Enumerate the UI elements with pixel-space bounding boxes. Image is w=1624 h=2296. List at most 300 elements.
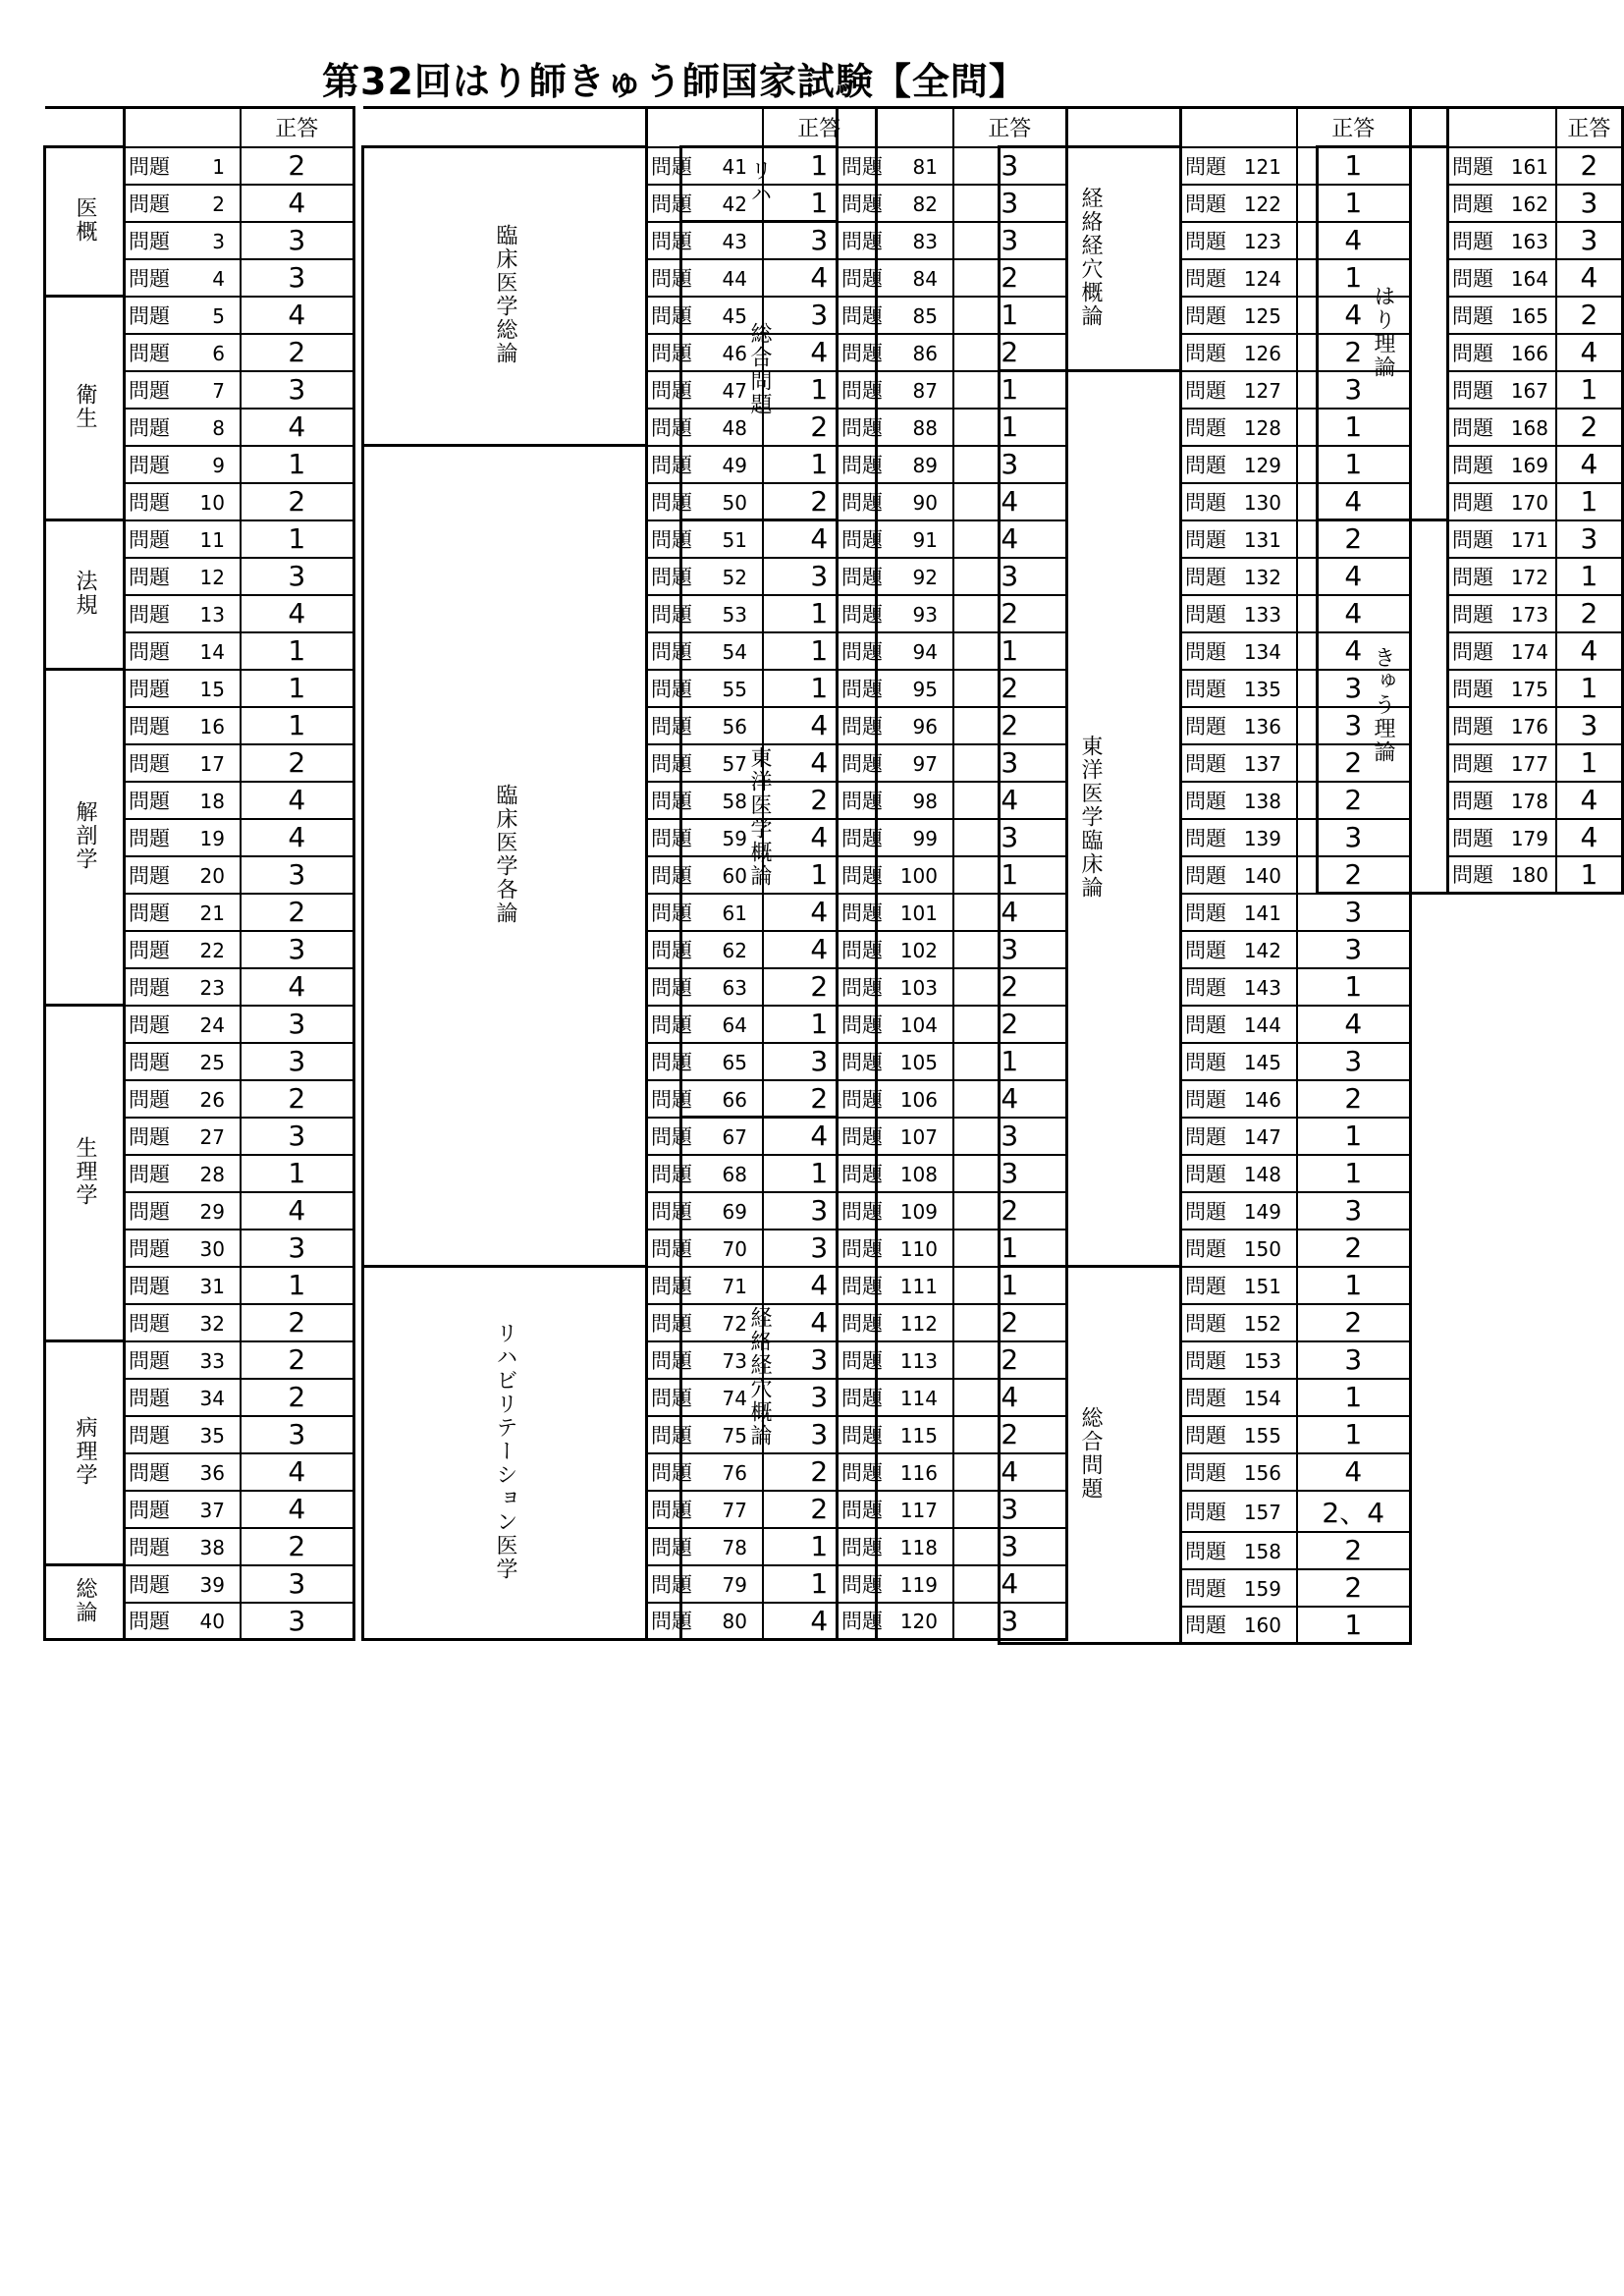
question-number: 19 — [199, 826, 225, 850]
question-number: 25 — [199, 1050, 225, 1074]
question-number: 35 — [199, 1423, 225, 1448]
question-cell — [125, 222, 241, 259]
question-prefix: 問題 — [1185, 938, 1226, 962]
table-row — [45, 670, 354, 707]
question-prefix: 問題 — [841, 1199, 883, 1224]
question-number: 176 — [1510, 714, 1548, 738]
question-number: 102 — [899, 938, 938, 962]
question-cell — [1181, 632, 1297, 670]
answer-cell: 1 — [1556, 856, 1623, 894]
question-prefix: 問題 — [129, 415, 170, 440]
question-prefix: 問題 — [841, 901, 883, 925]
answer-cell: 3 — [1556, 707, 1623, 744]
answer-cell: 2 — [1297, 1080, 1411, 1118]
question-prefix: 問題 — [651, 303, 692, 328]
answer-cell: 2 — [763, 968, 877, 1006]
page-title: 第32回はり師きゅう師国家試験【全問】 — [322, 60, 1027, 103]
question-prefix: 問題 — [1185, 1423, 1226, 1448]
question-number: 167 — [1510, 378, 1548, 403]
answer-cell: 1 — [1297, 968, 1411, 1006]
answer-cell: 2 — [1556, 147, 1623, 185]
question-number: 128 — [1243, 415, 1281, 440]
question-prefix: 問題 — [129, 863, 170, 888]
question-prefix: 問題 — [651, 1348, 692, 1373]
answer-cell: 4 — [763, 520, 877, 558]
question-number: 88 — [912, 415, 938, 440]
question-prefix: 問題 — [841, 1050, 883, 1074]
answer-cell: 4 — [241, 297, 354, 334]
question-prefix: 問題 — [651, 490, 692, 515]
question-number: 115 — [899, 1423, 938, 1448]
question-number: 136 — [1243, 714, 1281, 738]
question-prefix: 問題 — [651, 826, 692, 850]
question-prefix: 問題 — [1185, 1199, 1226, 1224]
question-prefix: 問題 — [1185, 1236, 1226, 1261]
table-row — [45, 1341, 354, 1379]
answer-cell: 1 — [1297, 147, 1411, 185]
question-number: 150 — [1243, 1236, 1281, 1261]
question-number: 164 — [1510, 266, 1548, 291]
question-prefix: 問題 — [651, 677, 692, 701]
question-number: 141 — [1243, 901, 1281, 925]
question-cell — [1181, 1532, 1297, 1569]
question-prefix: 問題 — [1185, 1274, 1226, 1298]
question-cell — [838, 1230, 953, 1267]
question-number: 41 — [722, 154, 747, 179]
question-cell — [125, 147, 241, 185]
question-cell — [125, 1565, 241, 1603]
answer-cell: 2 — [1297, 1230, 1411, 1267]
question-number: 172 — [1510, 565, 1548, 589]
answer-cell: 2 — [763, 1491, 877, 1528]
question-prefix: 問題 — [129, 1162, 170, 1186]
question-cell — [838, 483, 953, 520]
answer-cell: 4 — [1297, 483, 1411, 520]
question-cell — [838, 1603, 953, 1640]
question-number: 130 — [1243, 490, 1281, 515]
answer-table — [1316, 106, 1624, 895]
answer-table — [43, 106, 355, 1641]
question-cell — [125, 558, 241, 595]
answer-cell: 3 — [241, 1230, 354, 1267]
question-prefix: 問題 — [1185, 378, 1226, 403]
question-cell — [125, 744, 241, 782]
question-number: 107 — [899, 1124, 938, 1149]
answer-cell: 2 — [1297, 1532, 1411, 1569]
question-prefix: 問題 — [651, 1535, 692, 1559]
question-number: 42 — [722, 191, 747, 216]
question-cell — [1181, 1006, 1297, 1043]
answer-cell: 2 — [241, 1379, 354, 1416]
question-number: 52 — [722, 565, 747, 589]
question-prefix: 問題 — [1452, 751, 1493, 776]
answer-cell: 1 — [1297, 409, 1411, 446]
question-number: 133 — [1243, 602, 1281, 627]
question-prefix: 問題 — [129, 1012, 170, 1037]
question-number: 175 — [1510, 677, 1548, 701]
header-blank — [1318, 108, 1448, 147]
question-cell — [125, 483, 241, 520]
header-answer: 正答 — [241, 108, 354, 147]
question-prefix: 問題 — [129, 901, 170, 925]
question-number: 26 — [199, 1087, 225, 1112]
question-prefix: 問題 — [129, 1311, 170, 1336]
question-prefix: 問題 — [651, 789, 692, 813]
question-cell — [1181, 334, 1297, 371]
question-number: 11 — [199, 527, 225, 552]
header-answer: 正答 — [1556, 108, 1623, 147]
question-prefix: 問題 — [1185, 154, 1226, 179]
question-number: 28 — [199, 1162, 225, 1186]
question-number: 7 — [212, 378, 225, 403]
question-prefix: 問題 — [1185, 1386, 1226, 1410]
question-number: 161 — [1510, 154, 1548, 179]
question-prefix: 問題 — [841, 191, 883, 216]
question-number: 95 — [912, 677, 938, 701]
answer-cell: 1 — [953, 371, 1067, 409]
answer-cell: 4 — [763, 259, 877, 297]
question-number: 36 — [199, 1460, 225, 1485]
question-prefix: 問題 — [651, 1498, 692, 1522]
question-number: 46 — [722, 341, 747, 365]
question-number: 137 — [1243, 751, 1281, 776]
question-cell — [125, 1341, 241, 1379]
answer-cell: 1 — [1556, 670, 1623, 707]
question-cell — [125, 1603, 241, 1640]
question-cell — [125, 1379, 241, 1416]
question-cell — [838, 558, 953, 595]
question-prefix: 問題 — [651, 1311, 692, 1336]
question-number: 157 — [1243, 1500, 1281, 1524]
question-cell — [1181, 782, 1297, 819]
question-prefix: 問題 — [651, 602, 692, 627]
question-prefix: 問題 — [651, 639, 692, 664]
answer-cell: 3 — [953, 446, 1067, 483]
question-number: 124 — [1243, 266, 1281, 291]
category-label: 臨床医学各論 — [493, 783, 517, 925]
question-cell — [125, 297, 241, 334]
question-prefix: 問題 — [1185, 751, 1226, 776]
answer-cell: 2 — [1556, 297, 1623, 334]
question-prefix: 問題 — [1452, 826, 1493, 850]
question-cell — [125, 632, 241, 670]
question-prefix: 問題 — [129, 1386, 170, 1410]
question-cell — [1181, 595, 1297, 632]
question-number: 20 — [199, 863, 225, 888]
question-prefix: 問題 — [841, 789, 883, 813]
question-prefix: 問題 — [651, 1012, 692, 1037]
category-cell — [45, 1006, 125, 1341]
question-number: 96 — [912, 714, 938, 738]
question-cell — [838, 1043, 953, 1080]
question-prefix: 問題 — [129, 1124, 170, 1149]
question-cell — [1181, 1043, 1297, 1080]
answer-cell: 4 — [763, 1267, 877, 1304]
question-cell — [1448, 520, 1556, 558]
question-prefix: 問題 — [129, 191, 170, 216]
header-question-blank — [1181, 108, 1297, 147]
question-cell — [1181, 483, 1297, 520]
answer-cell: 1 — [763, 1528, 877, 1565]
question-number: 65 — [722, 1050, 747, 1074]
category-cell — [681, 520, 838, 1118]
question-prefix: 問題 — [129, 490, 170, 515]
question-prefix: 問題 — [1185, 1500, 1226, 1524]
answer-cell: 3 — [241, 558, 354, 595]
category-cell — [45, 297, 125, 520]
answer-cell: 4 — [953, 1565, 1067, 1603]
question-number: 135 — [1243, 677, 1281, 701]
question-cell — [1181, 446, 1297, 483]
category-label: はり理論 — [1371, 284, 1395, 379]
question-prefix: 問題 — [841, 341, 883, 365]
category-cell — [681, 222, 838, 520]
answer-cell: 4 — [1297, 595, 1411, 632]
question-number: 114 — [899, 1386, 938, 1410]
question-cell — [1181, 968, 1297, 1006]
answer-cell: 3 — [953, 1528, 1067, 1565]
question-number: 106 — [899, 1087, 938, 1112]
question-prefix: 問題 — [1185, 1012, 1226, 1037]
question-prefix: 問題 — [841, 602, 883, 627]
answer-cell: 3 — [953, 1603, 1067, 1640]
header-question-blank — [1448, 108, 1556, 147]
question-cell — [1181, 1304, 1297, 1341]
category-cell — [363, 446, 647, 1267]
question-cell — [125, 409, 241, 446]
question-prefix: 問題 — [651, 1199, 692, 1224]
question-cell — [1181, 1607, 1297, 1644]
question-number: 82 — [912, 191, 938, 216]
answer-cell: 3 — [241, 259, 354, 297]
question-number: 97 — [912, 751, 938, 776]
answer-cell: 2 — [763, 409, 877, 446]
question-cell — [1448, 632, 1556, 670]
question-number: 56 — [722, 714, 747, 738]
question-cell — [1181, 222, 1297, 259]
question-prefix: 問題 — [651, 453, 692, 477]
question-prefix: 問題 — [1185, 565, 1226, 589]
question-number: 151 — [1243, 1274, 1281, 1298]
question-cell — [125, 1230, 241, 1267]
question-number: 70 — [722, 1236, 747, 1261]
question-number: 84 — [912, 266, 938, 291]
question-prefix: 問題 — [841, 639, 883, 664]
question-number: 81 — [912, 154, 938, 179]
answer-cell: 3 — [763, 1341, 877, 1379]
answer-cell: 3 — [241, 371, 354, 409]
question-cell — [838, 520, 953, 558]
answer-cell: 3 — [1297, 707, 1411, 744]
answer-cell: 2 — [1297, 1304, 1411, 1341]
question-prefix: 問題 — [1452, 863, 1493, 888]
question-prefix: 問題 — [1452, 565, 1493, 589]
question-cell — [1181, 520, 1297, 558]
question-number: 91 — [912, 527, 938, 552]
answer-cell: 2 — [953, 1304, 1067, 1341]
question-prefix: 問題 — [651, 863, 692, 888]
question-cell — [838, 707, 953, 744]
question-number: 83 — [912, 229, 938, 253]
question-number: 72 — [722, 1311, 747, 1336]
question-cell — [1448, 259, 1556, 297]
question-prefix: 問題 — [1185, 677, 1226, 701]
answer-cell: 2 — [953, 1006, 1067, 1043]
header-answer: 正答 — [1297, 108, 1411, 147]
answer-cell: 3 — [763, 1379, 877, 1416]
question-prefix: 問題 — [651, 901, 692, 925]
header-answer: 正答 — [953, 108, 1067, 147]
table-row — [45, 1565, 354, 1603]
answer-cell: 2 — [241, 894, 354, 931]
question-prefix: 問題 — [1185, 453, 1226, 477]
question-prefix: 問題 — [1452, 527, 1493, 552]
answer-cell: 3 — [241, 1416, 354, 1453]
answer-cell: 1 — [1556, 744, 1623, 782]
question-cell — [1448, 744, 1556, 782]
question-cell — [1448, 185, 1556, 222]
question-cell — [838, 1155, 953, 1192]
question-cell — [125, 707, 241, 744]
answer-cell: 4 — [241, 185, 354, 222]
answer-cell: 2 — [241, 1341, 354, 1379]
question-cell — [125, 670, 241, 707]
question-number: 119 — [899, 1572, 938, 1597]
answer-cell: 4 — [241, 1192, 354, 1230]
answer-cell: 2 — [1297, 1569, 1411, 1607]
question-cell — [125, 819, 241, 856]
answer-cell: 4 — [953, 520, 1067, 558]
question-prefix: 問題 — [651, 1274, 692, 1298]
answer-cell: 3 — [953, 147, 1067, 185]
question-number: 10 — [199, 490, 225, 515]
question-cell — [1448, 371, 1556, 409]
question-prefix: 問題 — [1452, 266, 1493, 291]
answer-cell: 1 — [241, 670, 354, 707]
question-number: 103 — [899, 975, 938, 1000]
category-cell — [681, 147, 838, 222]
question-prefix: 問題 — [129, 1423, 170, 1448]
question-cell — [838, 968, 953, 1006]
question-prefix: 問題 — [1185, 901, 1226, 925]
question-number: 132 — [1243, 565, 1281, 589]
answer-cell: 2 — [241, 334, 354, 371]
question-prefix: 問題 — [841, 453, 883, 477]
question-number: 3 — [212, 229, 225, 253]
question-prefix: 問題 — [841, 751, 883, 776]
question-prefix: 問題 — [129, 303, 170, 328]
question-prefix: 問題 — [841, 1274, 883, 1298]
question-prefix: 問題 — [841, 1535, 883, 1559]
table-row — [45, 297, 354, 334]
question-number: 156 — [1243, 1460, 1281, 1485]
question-number: 6 — [212, 341, 225, 365]
answer-cell: 2 — [763, 1453, 877, 1491]
category-label: 総論 — [73, 1576, 97, 1624]
question-cell — [125, 1080, 241, 1118]
question-number: 86 — [912, 341, 938, 365]
question-number: 117 — [899, 1498, 938, 1522]
question-prefix: 問題 — [841, 863, 883, 888]
answer-cell: 4 — [953, 1453, 1067, 1491]
category-cell — [363, 147, 647, 446]
question-prefix: 問題 — [651, 1050, 692, 1074]
question-prefix: 問題 — [129, 1236, 170, 1261]
question-prefix: 問題 — [1185, 1576, 1226, 1601]
question-cell — [838, 1118, 953, 1155]
question-prefix: 問題 — [1185, 229, 1226, 253]
answer-cell: 2 — [953, 1416, 1067, 1453]
category-label: 経絡経穴概論 — [747, 1305, 772, 1448]
question-number: 111 — [899, 1274, 938, 1298]
question-cell — [1181, 856, 1297, 894]
question-number: 37 — [199, 1498, 225, 1522]
question-prefix: 問題 — [129, 938, 170, 962]
answer-cell: 1 — [241, 707, 354, 744]
question-prefix: 問題 — [1452, 229, 1493, 253]
question-number: 68 — [722, 1162, 747, 1186]
question-number: 13 — [199, 602, 225, 627]
question-prefix: 問題 — [651, 1423, 692, 1448]
question-cell — [125, 968, 241, 1006]
question-number: 61 — [722, 901, 747, 925]
question-cell — [1448, 707, 1556, 744]
question-cell — [125, 1192, 241, 1230]
answer-block-1 — [43, 106, 355, 1641]
answer-cell: 4 — [953, 483, 1067, 520]
question-cell — [1181, 1341, 1297, 1379]
answer-cell: 1 — [953, 297, 1067, 334]
answer-cell: 4 — [241, 968, 354, 1006]
answer-cell: 2 — [241, 1304, 354, 1341]
question-number: 158 — [1243, 1539, 1281, 1563]
question-cell — [838, 894, 953, 931]
answer-cell: 3 — [1297, 1341, 1411, 1379]
question-number: 142 — [1243, 938, 1281, 962]
question-prefix: 問題 — [651, 527, 692, 552]
question-number: 2 — [212, 191, 225, 216]
question-prefix: 問題 — [129, 565, 170, 589]
question-number: 140 — [1243, 863, 1281, 888]
question-cell — [125, 1304, 241, 1341]
answer-cell: 1 — [763, 1565, 877, 1603]
answer-cell: 1 — [1297, 185, 1411, 222]
question-cell — [1448, 446, 1556, 483]
question-prefix: 問題 — [1185, 1311, 1226, 1336]
question-number: 178 — [1510, 789, 1548, 813]
answer-cell: 4 — [763, 744, 877, 782]
question-number: 113 — [899, 1348, 938, 1373]
category-cell — [1000, 371, 1181, 1267]
question-number: 44 — [722, 266, 747, 291]
question-number: 170 — [1510, 490, 1548, 515]
answer-cell: 4 — [763, 707, 877, 744]
answer-cell: 4 — [1556, 334, 1623, 371]
question-cell — [838, 782, 953, 819]
question-prefix: 問題 — [841, 527, 883, 552]
question-cell — [838, 1341, 953, 1379]
question-number: 80 — [722, 1610, 747, 1634]
question-number: 93 — [912, 602, 938, 627]
question-prefix: 問題 — [841, 1012, 883, 1037]
category-label: 病理学 — [73, 1415, 97, 1487]
question-prefix: 問題 — [841, 1498, 883, 1522]
answer-cell: 1 — [953, 632, 1067, 670]
answer-cell: 1 — [953, 856, 1067, 894]
question-number: 34 — [199, 1386, 225, 1410]
question-prefix: 問題 — [841, 154, 883, 179]
question-number: 39 — [199, 1572, 225, 1597]
